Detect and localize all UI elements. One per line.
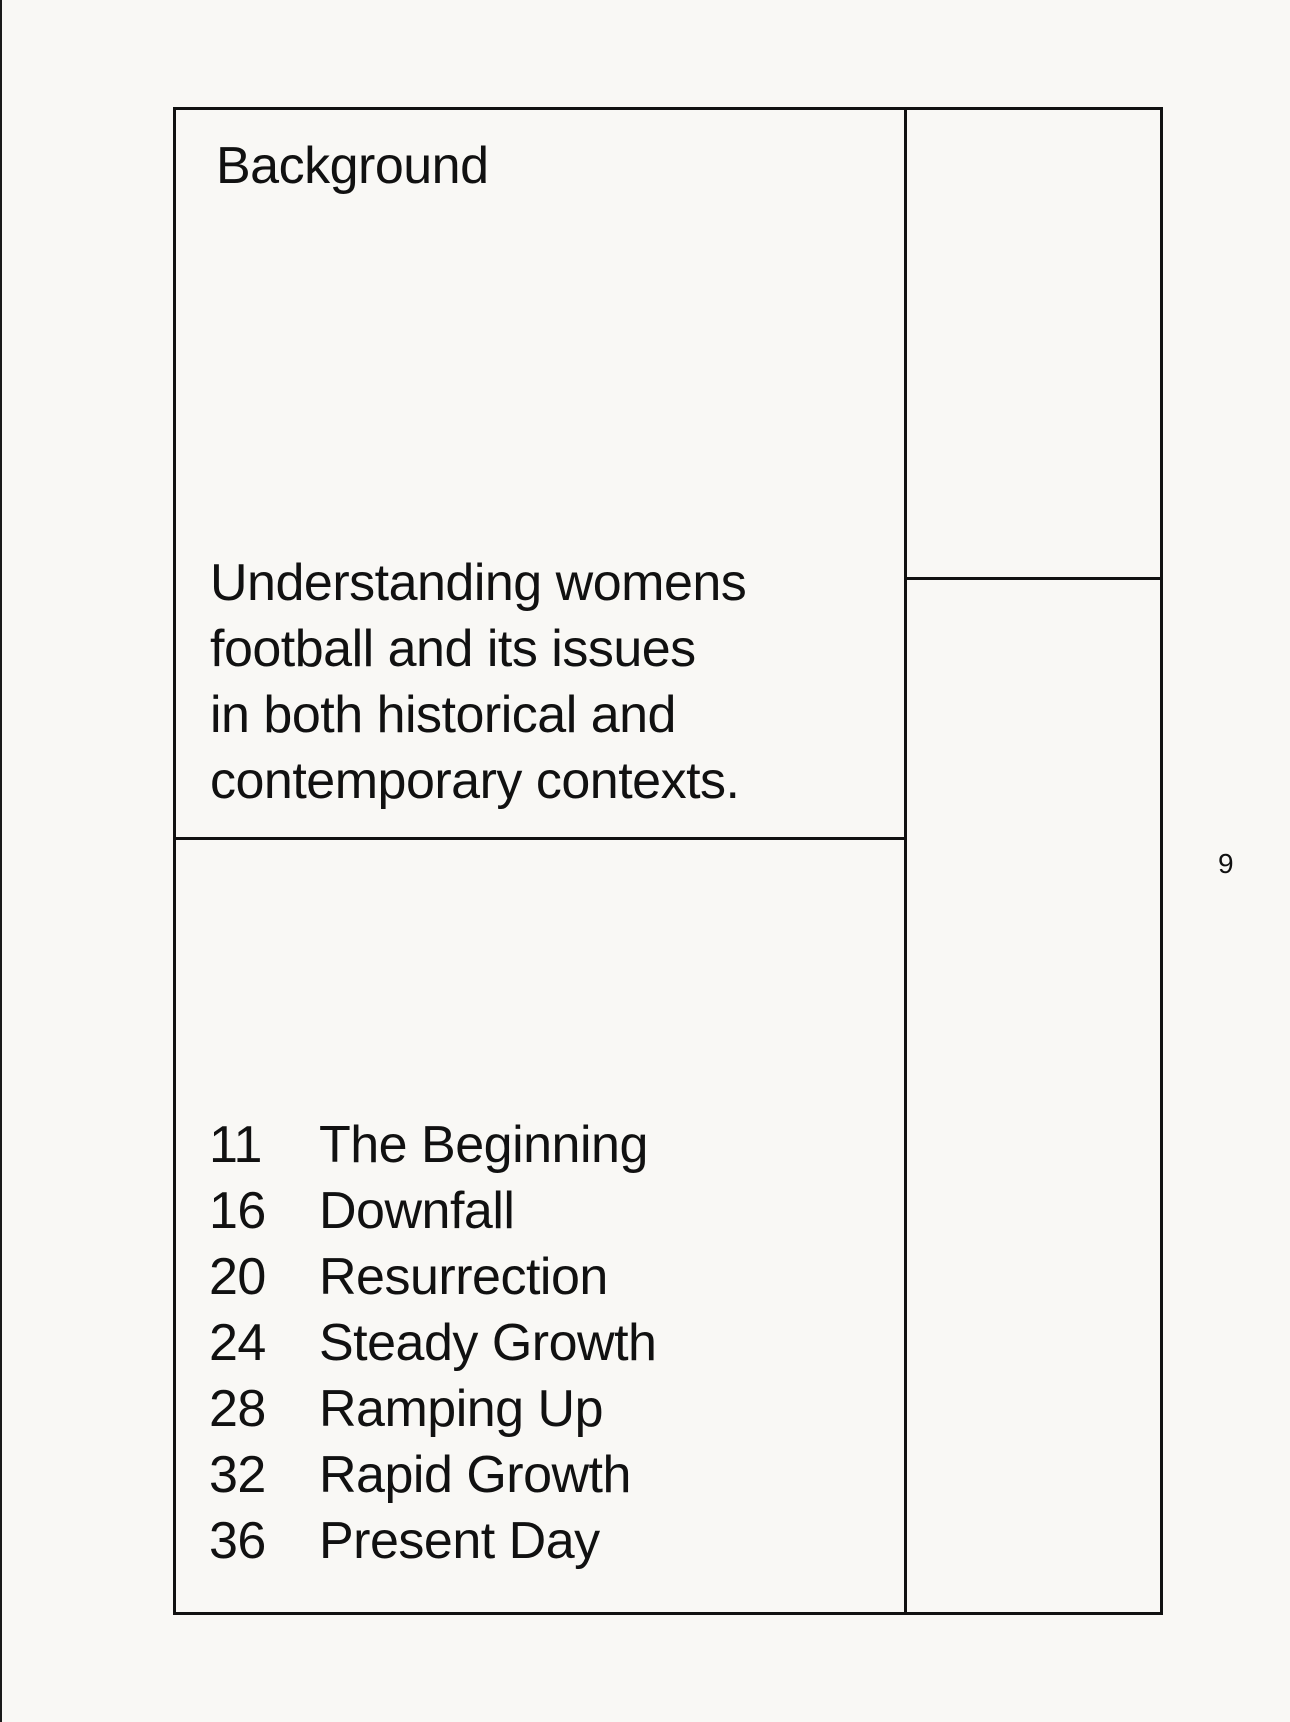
toc-page-number: 20 [209,1248,266,1306]
toc-item[interactable] [209,1178,656,1244]
toc-item[interactable] [209,1310,656,1376]
toc-page-number: 11 [209,1116,262,1174]
intro-paragraph [210,550,850,814]
toc-title: Ramping Up [319,1380,604,1438]
toc-page-number: 32 [209,1446,266,1504]
intro-line: contemporary contexts. [210,752,740,810]
page-edge [0,0,2,1722]
toc-title: Present Day [319,1512,600,1570]
intro-line: in both historical and [210,686,676,744]
toc-title: Rapid Growth [319,1446,631,1504]
grid-row-divider-right [904,577,1163,580]
toc-item[interactable] [209,1244,656,1310]
page-number: 9 [1218,848,1234,879]
grid-column-divider [904,107,907,1615]
toc-item[interactable] [209,1112,656,1178]
toc-title: Downfall [319,1182,515,1240]
toc-title: Steady Growth [319,1314,657,1372]
toc-item[interactable] [209,1508,656,1574]
toc-item[interactable] [209,1376,656,1442]
section-title: Background [216,137,489,195]
toc-page-number: 16 [209,1182,266,1240]
intro-line: football and its issues [210,620,696,678]
table-of-contents [209,1112,656,1574]
toc-title: The Beginning [319,1116,648,1174]
intro-line: Understanding womens [210,554,747,612]
toc-title: Resurrection [319,1248,608,1306]
grid-row-divider-left [173,837,907,840]
toc-page-number: 24 [209,1314,266,1372]
toc-page-number: 28 [209,1380,266,1438]
toc-item[interactable] [209,1442,656,1508]
toc-page-number: 36 [209,1512,266,1570]
